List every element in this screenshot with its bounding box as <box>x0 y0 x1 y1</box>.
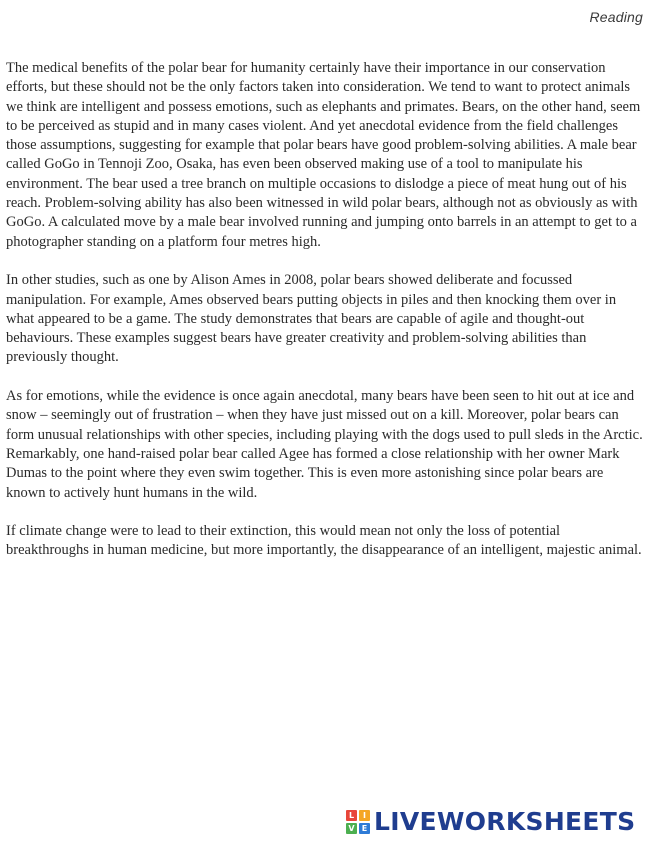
paragraph-3: As for emotions, while the evidence is once again anecdotal, many bears have been seen to hit out at ice and snow – seemingly out of frustration – when they have just missed out on a kill. Moreover, polar bears can form unusual relationships with other species, including playing with the dogs used to pull sleds in the Arctic. Remarkably, one hand-raised polar bear called Agee has formed a close relationship with her owner Mark Dumas to the point where they even swim together. This is even more astonishing since polar bears are known to actively hunt humans in the wild. <box>6 388 643 501</box>
paragraph-4: If climate change were to lead to their extinction, this would mean not only the loss of potential breakthroughs in human medicine, but more importantly, the disappearance of an intelligent, majestic animal. <box>6 523 642 559</box>
logo-mark-letter: E <box>359 823 370 834</box>
logo-mark-letter: V <box>346 823 357 834</box>
logo-mark-letter: I <box>359 810 370 821</box>
paragraph-1: The medical benefits of the polar bear for humanity certainly have their importance in our conservation efforts, but these should not be the only factors taken into consideration. We tend to want to protect animals we think are intelligent and possess emotions, such as elephants and primates. Bears, on the other hand, seem to be perceived as stupid and in many cases violent. And yet anecdotal evidence from the field challenges those assumptions, suggesting for example that polar bears have good problem-solving abilities. A male bear called GoGo in Tennoji Zoo, Osaka, has even been observed making use of a tool to manipulate his environment. The bear used a tree branch on multiple occasions to dislodge a piece of meat hung out of his reach. Problem-solving ability has also been witnessed in wild polar bears, although not as obviously as with GoGo. A calculated move by a male bear involved running and jumping onto barrels in an attempt to get to a photographer standing on a platform four metres high. <box>6 60 641 250</box>
logo-mark-letter: L <box>346 810 357 821</box>
section-label: Reading <box>589 9 643 25</box>
liveworksheets-logo <box>346 808 635 836</box>
paragraph-2: In other studies, such as one by Alison Ames in 2008, polar bears showed deliberate and focussed manipulation. For example, Ames observed bears putting objects in piles and then knocking them over in what appeared to be a game. The study demonstrates that bears are capable of agile and thought-out behaviours. These examples suggest bears have greater creativity and problem-solving abilities than previously thought. <box>6 272 617 366</box>
reading-article <box>6 59 646 580</box>
logo-mark-icon <box>346 810 370 834</box>
logo-wordmark: LIVEWORKSHEETS <box>374 807 636 836</box>
